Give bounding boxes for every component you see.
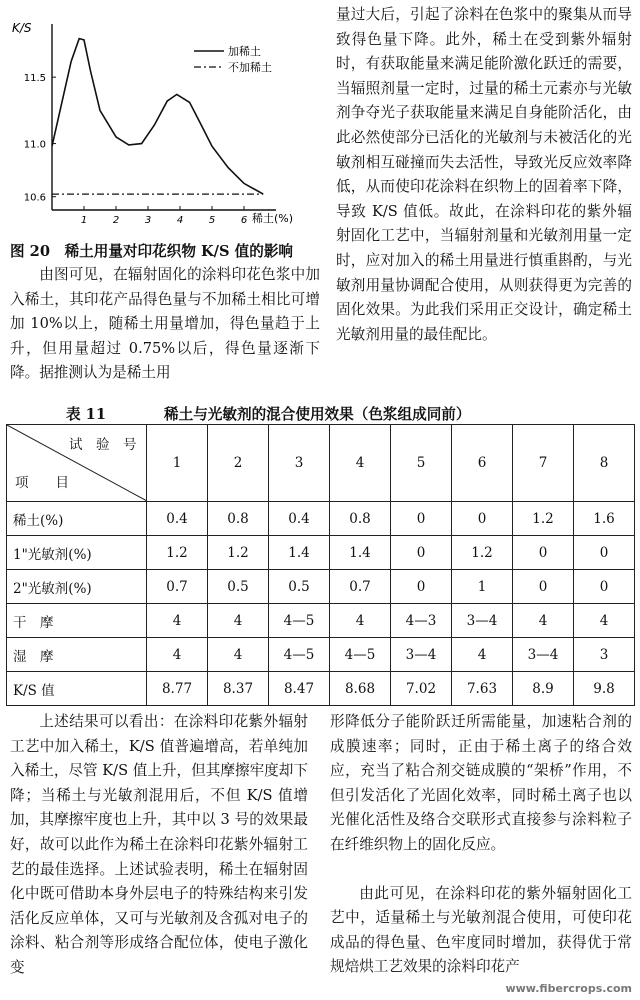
row-label: 2"光敏剂(%) bbox=[7, 570, 147, 604]
column-header: 1 bbox=[147, 425, 208, 502]
column-header: 4 bbox=[330, 425, 391, 502]
table-cell: 1.6 bbox=[574, 502, 635, 536]
right-column-top bbox=[336, 3, 632, 347]
column-header: 3 bbox=[269, 425, 330, 502]
column-header: 7 bbox=[513, 425, 574, 502]
legend-label-2: 不加稀土 bbox=[228, 61, 272, 74]
table-cell: 1.4 bbox=[269, 536, 330, 570]
table-cell: 0.5 bbox=[208, 570, 269, 604]
chart-legend bbox=[194, 44, 272, 74]
table-cell: 0.8 bbox=[330, 502, 391, 536]
table-cell: 8.9 bbox=[513, 672, 574, 706]
table-cell: 1 bbox=[452, 570, 513, 604]
table-cell: 0.5 bbox=[269, 570, 330, 604]
table-cell: 0 bbox=[574, 570, 635, 604]
watermark: www.fibercrops.com bbox=[505, 982, 632, 995]
table-cell: 8.68 bbox=[330, 672, 391, 706]
table-cell: 1.4 bbox=[330, 536, 391, 570]
table-cell: 8.47 bbox=[269, 672, 330, 706]
x-tick-label: 3 bbox=[144, 215, 152, 226]
table-cell: 4 bbox=[513, 604, 574, 638]
table-row bbox=[7, 638, 635, 672]
table-cell: 1.2 bbox=[208, 536, 269, 570]
table-cell: 9.8 bbox=[574, 672, 635, 706]
figure-20 bbox=[6, 6, 326, 238]
table-cell: 4—5 bbox=[269, 604, 330, 638]
paragraph: 量过大后，引起了涂料在色浆中的聚集从而导致得色量下降。此外，稀土在受到紫外辐射时，有获取能量来满足能阶激化跃迁的需要，当辐照剂量一定时，过量的稀土元素亦与光敏剂争夺光子获取能量来满足自身能阶活化，由此必然使部分已活化的光敏剂与未被活化的光敏剂相互碰撞而失去活性，导致光反应效率降低，从而使印花涂料在织物上的固着率下降，导致 K/S 值低。故此，在涂料印花的紫外辐射固化工艺中，当辐射剂量和光敏剂用量一定时，应对加入的稀土用量进行慎重斟酌，与光敏剂用量协调配合使用，从则获得更为完善的固化效果。为此我们采用正交设计，确定稀土光敏剂用量的最佳配比。 bbox=[336, 6, 632, 343]
table-cell: 0 bbox=[391, 536, 452, 570]
diagonal-header-cell bbox=[7, 425, 147, 502]
paragraph: 由此可见，在涂料印花的紫外辐射固化工艺中，适量稀土与光敏剂混合使用，可使印花成品的得色量、色牢度同时增加，获得优于常规焙烘工艺效果的涂料印花产 bbox=[330, 884, 632, 976]
x-tick-label: 4 bbox=[176, 215, 184, 226]
y-tick-label: 10.6 bbox=[23, 192, 46, 204]
table-cell: 3 bbox=[574, 638, 635, 672]
table-cell: 7.02 bbox=[391, 672, 452, 706]
table-cell: 3—4 bbox=[391, 638, 452, 672]
table-cell: 4 bbox=[208, 638, 269, 672]
row-label: 稀土(%) bbox=[7, 502, 147, 536]
legend-label-1: 加稀土 bbox=[228, 45, 261, 58]
table-row bbox=[7, 570, 635, 604]
column-header: 8 bbox=[574, 425, 635, 502]
table-cell: 0 bbox=[513, 536, 574, 570]
table-cell: 0.8 bbox=[208, 502, 269, 536]
column-header: 5 bbox=[391, 425, 452, 502]
table-cell: 0 bbox=[391, 502, 452, 536]
table-cell: 8.37 bbox=[208, 672, 269, 706]
table-cell: 4—5 bbox=[330, 638, 391, 672]
table-cell: 0 bbox=[513, 570, 574, 604]
paragraph: 上述结果可以看出：在涂料印花紫外辐射工艺中加入稀土，K/S 值普遍增高，若单纯加入稀土，尽管 K/S 值上升，但其摩擦牢度却下降；当稀土与光敏剂混用后，不但 K/S 值增加，其摩擦牢度也上升，其中以 3 号的效果最好，故可以此作为稀土在涂料印花紫外辐射工艺的最佳选择。上述试验表明，稀土在辐射固化中既可借助本身外层电子的特殊结构来引发活化反应单体，又可与光敏剂及含孤对电子的涂料、粘合剂等形成络合配位体，使电子激化变 bbox=[10, 713, 308, 976]
y-tick-label: 11.5 bbox=[23, 73, 46, 85]
table-cell: 1.2 bbox=[513, 502, 574, 536]
header-item: 项 目 bbox=[15, 475, 69, 491]
table-cell: 0 bbox=[574, 536, 635, 570]
table-cell: 1.2 bbox=[147, 536, 208, 570]
table-title: 稀土与光敏剂的混合使用效果（色浆组成同前） bbox=[164, 406, 471, 423]
right-column-bottom bbox=[330, 710, 632, 980]
y-tick-label: 11.0 bbox=[23, 139, 46, 151]
figure-caption: 图 20 稀土用量对印花织物 K/S 值的影响 bbox=[10, 243, 294, 260]
table-row bbox=[7, 604, 635, 638]
table-cell: 0 bbox=[452, 502, 513, 536]
table-cell: 4 bbox=[147, 604, 208, 638]
header-experiment-no: 试 验 号 bbox=[69, 437, 137, 453]
row-label: 湿 摩 bbox=[7, 638, 147, 672]
table-cell: 4 bbox=[574, 604, 635, 638]
table-number: 表 11 bbox=[66, 406, 106, 423]
table-cell: 0.4 bbox=[269, 502, 330, 536]
table-cell: 3—4 bbox=[513, 638, 574, 672]
x-tick-label: 2 bbox=[112, 215, 120, 226]
table-cell: 4—5 bbox=[269, 638, 330, 672]
table-cell: 4 bbox=[452, 638, 513, 672]
x-tick-label: 5 bbox=[208, 215, 216, 226]
table-cell: 3—4 bbox=[452, 604, 513, 638]
paragraph: 形降低分子能阶跃迁所需能量，加速粘合剂的成膜速率；同时，正由于稀土离子的络合效应，充当了粘合剂交链成膜的“架桥”作用，不但引发活化了光固化效率，同时稀土离子也以光催化活性及络合交联形式直接参与涂料粒子在纤维织物上的固化反应。 bbox=[330, 713, 632, 853]
table-header-row bbox=[7, 425, 635, 502]
column-header: 6 bbox=[452, 425, 513, 502]
row-label: 干 摩 bbox=[7, 604, 147, 638]
table-cell: 0.4 bbox=[147, 502, 208, 536]
row-label: K/S 值 bbox=[7, 672, 147, 706]
left-column-bottom bbox=[10, 710, 308, 981]
table-cell: 1.2 bbox=[452, 536, 513, 570]
y-axis-label: K/S bbox=[12, 21, 32, 35]
table-cell: 8.77 bbox=[147, 672, 208, 706]
table-cell: 4 bbox=[147, 638, 208, 672]
table-cell: 4—3 bbox=[391, 604, 452, 638]
table-cell: 0 bbox=[391, 570, 452, 604]
row-label: 1"光敏剂(%) bbox=[7, 536, 147, 570]
x-tick-label: 1 bbox=[80, 215, 88, 226]
table-row bbox=[7, 672, 635, 706]
x-axis-label: 稀土(%) bbox=[252, 212, 294, 225]
table-cell: 4 bbox=[208, 604, 269, 638]
x-tick-label: 6 bbox=[240, 215, 248, 226]
table-11 bbox=[6, 424, 635, 706]
table-cell: 0.7 bbox=[330, 570, 391, 604]
table-cell: 4 bbox=[330, 604, 391, 638]
table-row bbox=[7, 502, 635, 536]
table-cell: 7.63 bbox=[452, 672, 513, 706]
column-header: 2 bbox=[208, 425, 269, 502]
table-row bbox=[7, 536, 635, 570]
paragraph: 由图可见，在辐射固化的涂料印花色浆中加入稀土，其印花产品得色量与不加稀土相比可增加 10%以上，随稀土用量增加，得色量趋于上升，但用量超过 0.75%以后，得色量逐渐下降。据推测认为是稀土用 bbox=[10, 266, 320, 382]
table-cell: 0.7 bbox=[147, 570, 208, 604]
ks-line-chart bbox=[6, 6, 326, 238]
left-column-top bbox=[10, 263, 320, 386]
